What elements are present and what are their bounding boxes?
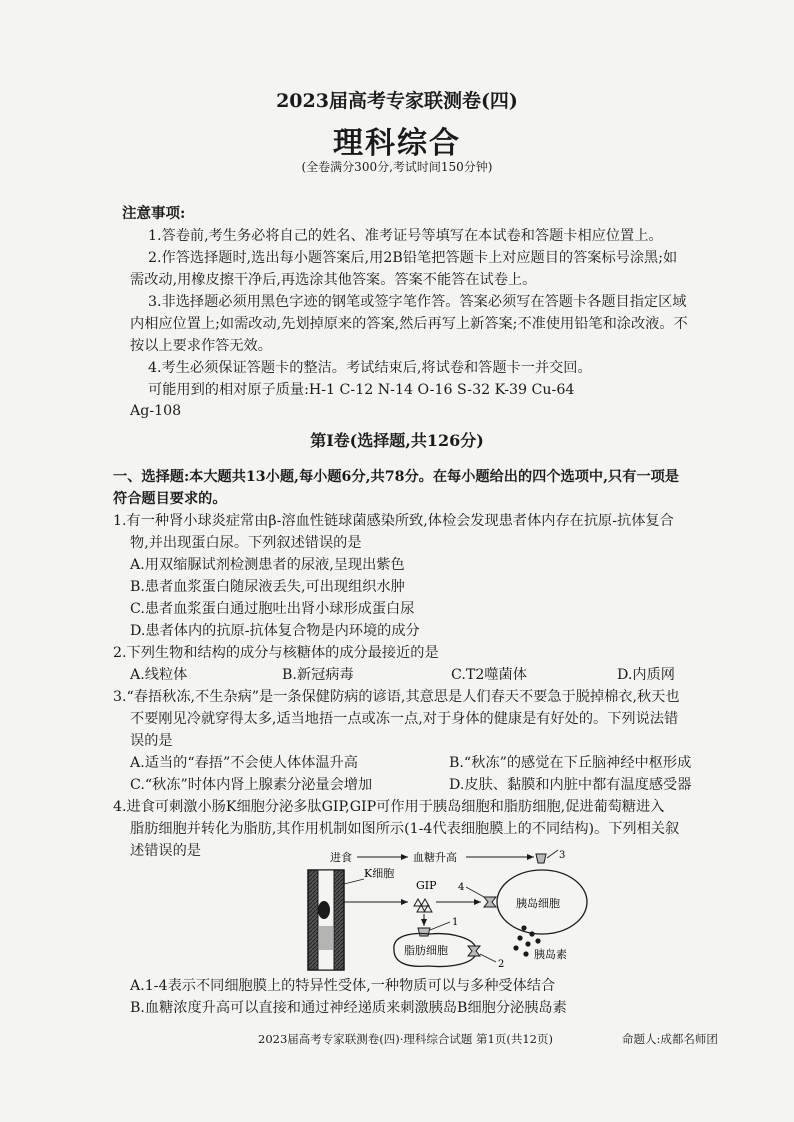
q2-option-a: A.线粒体 <box>130 667 188 683</box>
footer-author: 命题人:成都名师团 <box>622 1032 718 1046</box>
notice-line: 需改动,用橡皮擦干净后,再选涂其他答案。答案不能答在试卷上。 <box>130 272 537 288</box>
notice-line: 内相应位置上;如需改动,先划掉原来的答案,然后再写上新答案;不准使用铅笔和涂改液。不 <box>130 316 688 332</box>
question-2-stem: 2.下列生物和结构的成分与核糖体的成分最接近的是 <box>113 645 439 661</box>
notice-line: 1.答卷前,考生务必将自己的姓名、准考证号等填写在本试卷和答题卡相应位置上。 <box>148 228 663 244</box>
q3-option-c: C.“秋冻”时体内肾上腺素分泌量会增加 <box>130 777 373 793</box>
label-3: 3 <box>559 850 566 861</box>
gip-label: GIP <box>416 879 437 892</box>
q1-option-d: D.患者体内的抗原-抗体复合物是内环境的成分 <box>130 623 420 639</box>
notice-line: 2.作答选择题时,选出每小题答案后,用2B铅笔把答题卡上对应题目的答案标号涂黑;如 <box>148 250 678 266</box>
subject-title: 理科综合 <box>333 126 461 161</box>
q3-option-b: B.“秋冻”的感觉在下丘脑神经中枢形成 <box>449 755 692 771</box>
notice-line: 3.非选择题必须用黑色字迹的钢笔或签字笔作答。答案必须写在答题卡各题目指定区域 <box>148 294 687 310</box>
question-3-stem: 误的是 <box>130 733 173 749</box>
q3-option-a: A.适当的“春捂”不会使人体体温升高 <box>130 755 358 771</box>
fat-cell-label: 脂肪细胞 <box>404 944 448 957</box>
exam-title: 2023届高考专家联测卷(四) <box>276 90 518 112</box>
gip-mechanism-figure <box>300 846 600 976</box>
q2-option-b: B.新冠病毒 <box>282 667 354 683</box>
atomic-mass-line: Ag-108 <box>130 403 182 419</box>
label-1: 1 <box>452 917 459 928</box>
q2-option-d: D.内质网 <box>617 667 675 683</box>
gip-molecules <box>414 899 432 912</box>
question-3-stem: 不要刚见冷就穿得太多,适当地捂一点或冻一点,对于身体的健康是有好处的。下列说法错 <box>130 711 679 727</box>
question-1-stem: 1.有一种肾小球炎症常由β-溶血性链球菌感染所致,体检会发现患者体内存在抗原-抗体复合 <box>113 513 674 529</box>
q1-option-a: A.用双缩脲试剂检测患者的尿液,呈现出紫色 <box>130 557 405 573</box>
glucose-rise-label: 血糖升高 <box>413 851 457 864</box>
receptor-1 <box>418 928 430 936</box>
question-4-stem: 脂肪细胞并转化为脂肪,其作用机制如图所示(1-4代表细胞膜上的不同结构)。下列相关叙 <box>130 821 680 837</box>
leader-line <box>480 954 496 962</box>
notice-line: 按以上要求作答无效。 <box>130 338 272 354</box>
islet-cell-label: 胰岛细胞 <box>516 897 560 910</box>
label-2: 2 <box>498 959 505 970</box>
question-4-stem: 4.进食可刺激小肠K细胞分泌多肽GIP,GIP可作用于胰岛细胞和脂肪细胞,促进葡萄糖进入 <box>113 799 665 815</box>
leader-line <box>344 879 364 884</box>
q2-option-c: C.T2噬菌体 <box>451 667 527 683</box>
leader-line <box>547 850 558 858</box>
receptor-2 <box>468 946 480 956</box>
question-1-stem: 物,并出现蛋白尿。下列叙述错误的是 <box>130 535 362 551</box>
insulin-label: 胰岛素 <box>534 948 567 961</box>
label-4: 4 <box>458 882 465 893</box>
q4-option-b: B.血糖浓度升高可以直接和通过神经递质来刺激胰岛B细胞分泌胰岛素 <box>130 1000 567 1016</box>
footer-page-info: 2023届高考专家联测卷(四)·理科综合试题 第1页(共12页) <box>258 1032 553 1046</box>
k-cell-label: K细胞 <box>364 867 395 880</box>
leader-line <box>466 887 484 897</box>
leader-line <box>430 922 450 930</box>
q3-option-d: D.皮肤、黏膜和内脏中都有温度感受器 <box>449 777 692 793</box>
q1-option-c: C.患者血浆蛋白通过胞吐出肾小球形成蛋白尿 <box>130 601 415 617</box>
receptor-3 <box>536 854 546 863</box>
question-3-stem: 3.“春捂秋冻,不生杂病”是一条保健防病的谚语,其意思是人们春天不要急于脱掉棉衣,秋天也 <box>113 689 680 705</box>
notice-line: 4.考生必须保证答题卡的整洁。考试结束后,将试卷和答题卡一并交回。 <box>148 360 592 376</box>
eat-label: 进食 <box>330 851 352 864</box>
section-title: 第Ⅰ卷(选择题,共126分) <box>310 431 484 450</box>
section-instructions: 一、选择题:本大题共13小题,每小题6分,共78分。在每小题给出的四个选项中,只有一项是 <box>113 469 679 485</box>
q4-option-a: A.1-4表示不同细胞膜上的特异性受体,一种物质可以与多种受体结合 <box>130 978 556 994</box>
notice-heading: 注意事项: <box>122 205 186 222</box>
q1-option-b: B.患者血浆蛋白随尿液丢失,可出现组织水肿 <box>130 579 405 595</box>
exam-subtitle: (全卷满分300分,考试时间150分钟) <box>301 160 493 174</box>
intestine-wall <box>308 870 344 970</box>
atomic-mass-line: 可能用到的相对原子质量:H-1 C-12 N-14 O-16 S-32 K-39 Cu-64 <box>148 382 575 398</box>
question-4-stem: 述错误的是 <box>130 843 201 859</box>
receptor-4 <box>484 897 496 907</box>
section-instructions: 符合题目要求的。 <box>113 491 227 507</box>
